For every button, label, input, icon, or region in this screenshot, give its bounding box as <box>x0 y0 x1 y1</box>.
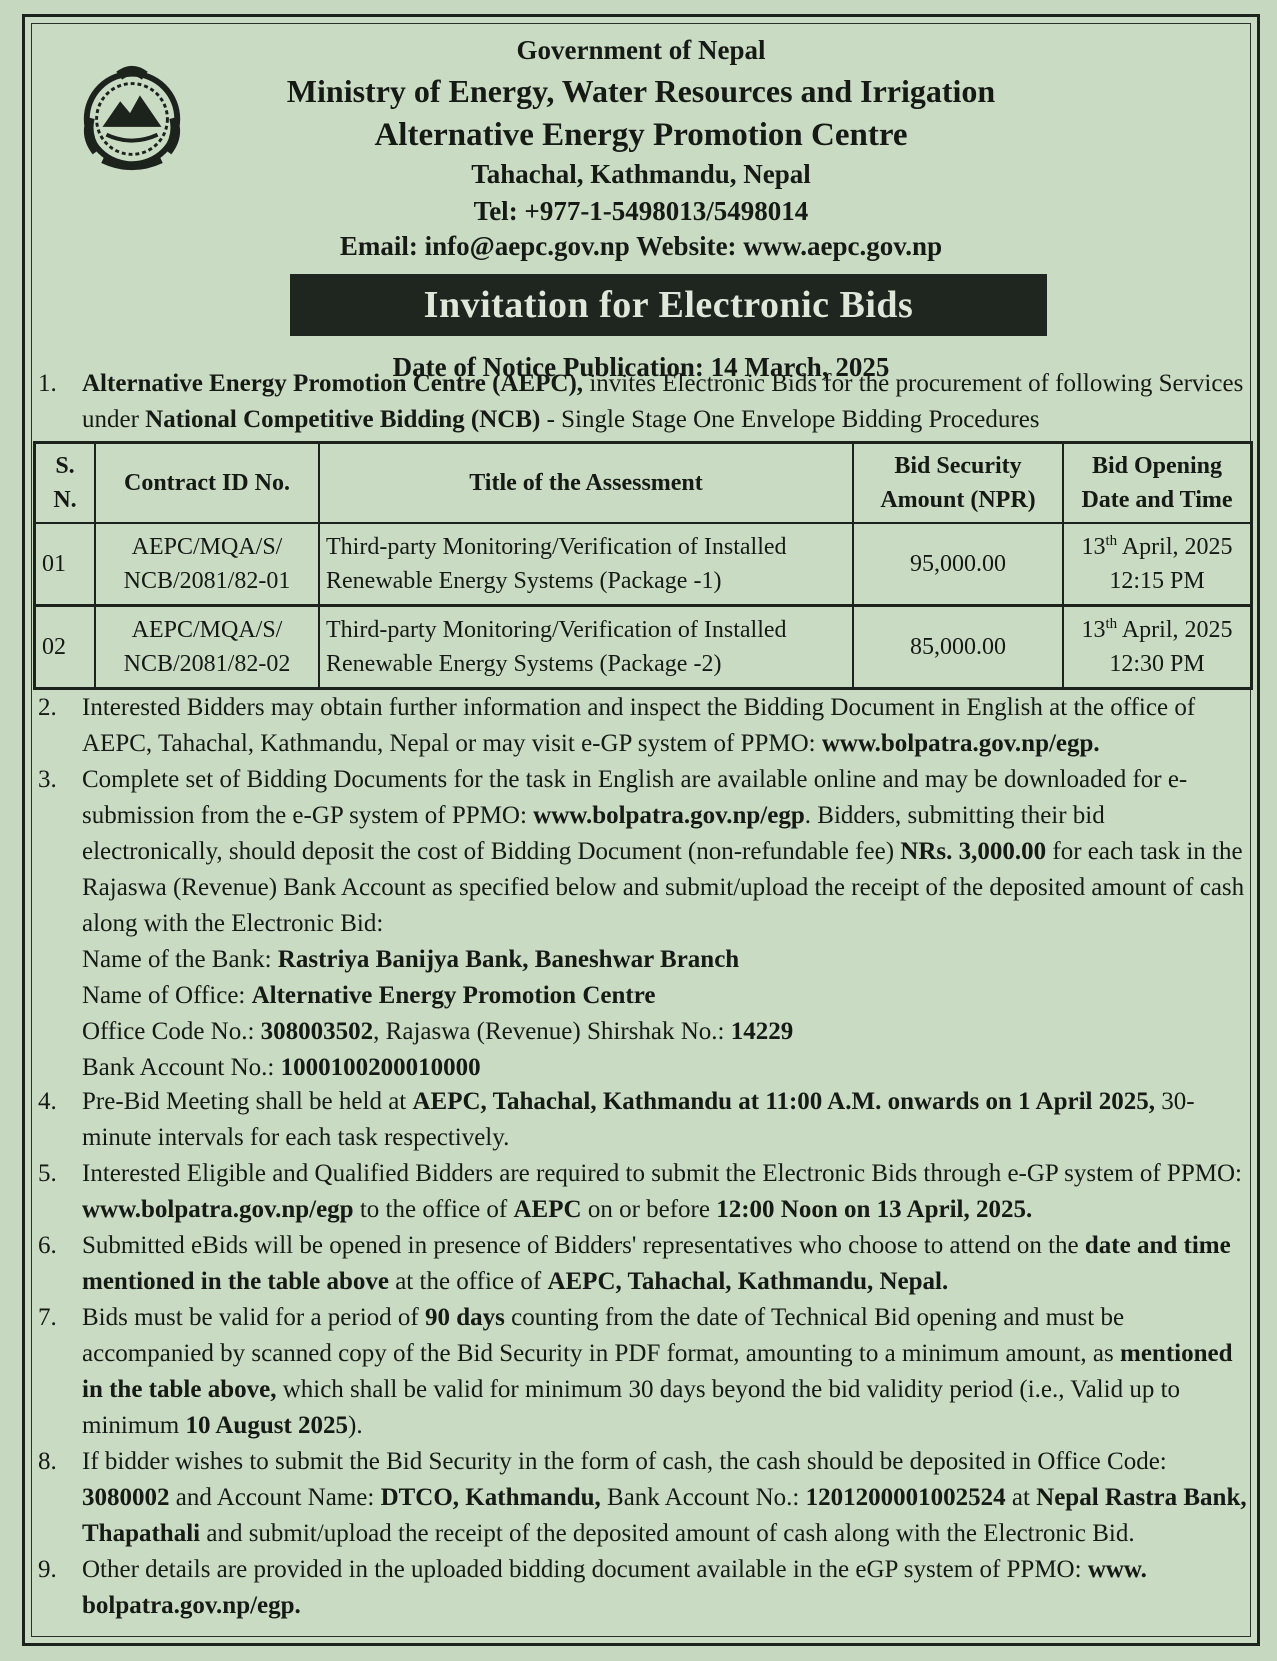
bids-table <box>33 441 1253 690</box>
cell-opening: 13th April, 2025 12:30 PM <box>1063 606 1252 689</box>
paragraph-2: 2. Interested Bidders may obtain further information and inspect the Bidding Document in English at the office of AEPC, Tahachal, Kathmandu, Nepal or may visit e-GP system of PPMO: www.bolpatra.gov.np/egp. <box>38 690 1248 762</box>
cell-contract-id: AEPC/MQA/S/ NCB/2081/82-01 <box>95 523 319 606</box>
header-contract-id: Contract ID No. <box>95 443 319 524</box>
paragraph-7: 7. Bids must be valid for a period of 90 days counting from the date of Technical Bid opening and must be accompanied by scanned copy of the Bid Security in PDF format, amounting to a minimum amount, as mentioned in the table above, which shall be valid for minimum 30 days beyond the bid validity period (i.e., Valid up to minimum 10 August 2025). <box>38 1300 1248 1444</box>
centre-title: Alternative Energy Promotion Centre <box>374 117 908 153</box>
item-number: 6. <box>38 1232 57 1259</box>
cell-contract-id: AEPC/MQA/S/ NCB/2081/82-02 <box>95 606 319 689</box>
paragraph-8: 8. If bidder wishes to submit the Bid Security in the form of cash, the cash should be deposited in Office Code: 3080002 and Account Name: DTCO, Kathmandu, Bank Account No.: 1201200001002524 at Nepal Rastra Bank, Thapathali and submit/upload the receipt of the deposited amount of cash along with the Electronic Bid. <box>38 1444 1248 1552</box>
ministry-title: Ministry of Energy, Water Resources and Irrigation <box>286 73 996 109</box>
item-number: 9. <box>38 1556 57 1583</box>
cell-amount: 85,000.00 <box>853 606 1063 689</box>
cell-title: Third-party Monitoring/Verification of Installed Renewable Energy Systems (Package -1) <box>319 523 853 606</box>
item-number: 7. <box>38 1304 57 1331</box>
item-number: 5. <box>38 1160 57 1187</box>
cell-sn: 01 <box>35 523 96 606</box>
government-title: Government of Nepal <box>516 35 766 65</box>
table-row <box>35 606 1252 689</box>
paragraph-3: 3. Complete set of Bidding Documents for the task in English are available online and may be downloaded for e-submission from the e-GP system of PPMO: www.bolpatra.gov.np/egp. Bidders, submitting their bid electronically, should deposit the cost of Bidding Document (non-refundable fee) NRs. 3,000.00 for each task in the Rajaswa (Revenue) Bank Account as specified below and submit/upload the receipt of the deposited amount of cash along with the Electronic Bid: Name of the Bank: Rastriya Banijya Bank, Baneshwar Branch Name of Office: Alternative Energy Promotion Centre Office Code No.: 308003502, Rajaswa (Revenue) Shirshak No.: 14229 Bank Account No.: 1000100200010000 <box>38 762 1248 1086</box>
item-number: 4. <box>38 1088 57 1115</box>
cell-title: Third-party Monitoring/Verification of Installed Renewable Energy Systems (Package -2) <box>319 606 853 689</box>
paragraph-6: 6. Submitted eBids will be opened in presence of Bidders' representatives who choose to attend on the date and time mentioned in the table above at the office of AEPC, Tahachal, Kathmandu, Nepal. <box>38 1228 1248 1300</box>
cell-amount: 95,000.00 <box>853 523 1063 606</box>
header-title: Title of the Assessment <box>319 443 853 524</box>
item-number: 8. <box>38 1448 57 1475</box>
notice-banner: Invitation for Electronic Bids <box>290 274 1047 336</box>
paragraph-9: 9. Other details are provided in the uploaded bidding document available in the eGP system of PPMO: www. bolpatra.gov.np/egp. <box>38 1552 1248 1624</box>
office-name-line: Name of Office: Alternative Energy Promotion Centre <box>82 982 656 1009</box>
table-row <box>35 523 1252 606</box>
office-code-line: Office Code No.: 308003502, Rajaswa (Revenue) Shirshak No.: 14229 <box>82 1018 794 1045</box>
item-number: 3. <box>38 766 57 793</box>
table-header-row <box>35 443 1252 524</box>
paragraph-4: 4. Pre-Bid Meeting shall be held at AEPC, Tahachal, Kathmandu at 11:00 A.M. onwards on 1 April 2025, 30-minute intervals for each task respectively. <box>38 1084 1248 1156</box>
paragraph-1: 1. Alternative Energy Promotion Centre (AEPC), invites Electronic Bids for the procurement of following Services under National Competitive Bidding (NCB) - Single Stage One Envelope Bidding Procedures <box>38 366 1248 438</box>
header-sn: S. N. <box>35 443 96 524</box>
bank-name-line: Name of the Bank: Rastriya Banijya Bank, Baneshwar Branch <box>82 946 740 973</box>
cell-opening: 13th April, 2025 12:15 PM <box>1063 523 1252 606</box>
publication-date: Date of Notice Publication: 14 March, 2025 <box>392 352 890 382</box>
email-website: Email: info@aepc.gov.np Website: www.aepc.gov.np <box>339 231 943 261</box>
bank-account-line: Bank Account No.: 1000100200010000 <box>82 1054 481 1081</box>
paragraph-5: 5. Interested Eligible and Qualified Bidders are required to submit the Electronic Bids through e-GP system of PPMO: www.bolpatra.gov.np/egp to the office of AEPC on or before 12:00 Noon on 13 April, 2025. <box>38 1156 1248 1228</box>
header-bid-security: Bid Security Amount (NPR) <box>853 443 1063 524</box>
item-number: 1. <box>38 370 57 397</box>
item-number: 2. <box>38 694 57 721</box>
cell-sn: 02 <box>35 606 96 689</box>
header-bid-opening: Bid Opening Date and Time <box>1063 443 1252 524</box>
telephone: Tel: +977-1-5498013/5498014 <box>473 196 809 226</box>
address: Tahachal, Kathmandu, Nepal <box>471 159 811 189</box>
